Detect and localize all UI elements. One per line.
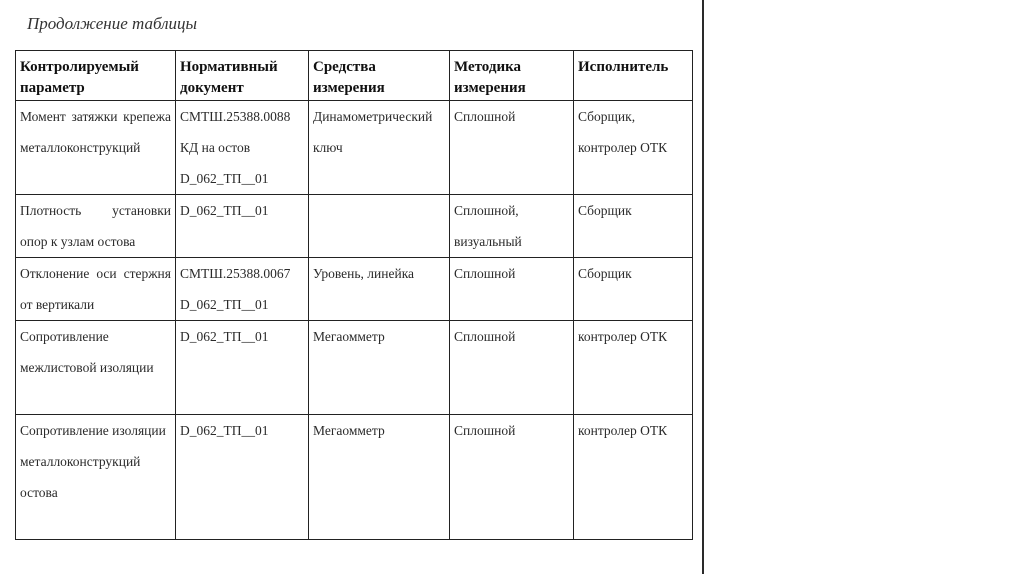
control-parameters-table: [15, 50, 693, 540]
cell-method: Сплошной: [450, 101, 574, 195]
cell-document: D_062_ТП__01: [176, 321, 309, 415]
cell-method: Сплошной: [450, 321, 574, 415]
cell-executor: контролер ОТК: [574, 321, 693, 415]
cell-document: СМТШ.25388.0067 D_062_ТП__01: [176, 258, 309, 321]
cell-executor: Сборщик: [574, 195, 693, 258]
cell-executor: Сборщик: [574, 258, 693, 321]
table-row: [16, 258, 693, 321]
cell-document: СМТШ.25388.0088 КД на остов D_062_ТП__01: [176, 101, 309, 195]
cell-instrument: Мегаомметр: [309, 415, 450, 540]
header-parameter: Контролируемый параметр: [16, 51, 176, 101]
table-header: [16, 51, 693, 101]
cell-parameter: Момент затяжки крепежа металлоконструкций: [16, 101, 176, 195]
cell-parameter: Плотность установки опор к узлам остова: [16, 195, 176, 258]
cell-parameter: Сопротивление межлистовой изоляции: [16, 321, 176, 415]
header-executor: Исполнитель: [574, 51, 693, 101]
cell-method: Сплошной: [450, 415, 574, 540]
cell-method: Сплошной, визуальный: [450, 195, 574, 258]
table-body: [16, 101, 693, 540]
header-method: Методика измерения: [450, 51, 574, 101]
cell-parameter: Отклонение оси стержня от вертикали: [16, 258, 176, 321]
cell-executor: Сборщик, контролер ОТК: [574, 101, 693, 195]
cell-document: D_062_ТП__01: [176, 415, 309, 540]
cell-document: D_062_ТП__01: [176, 195, 309, 258]
cell-instrument: [309, 195, 450, 258]
header-row: [16, 51, 693, 101]
table-row: [16, 101, 693, 195]
table-row: [16, 321, 693, 415]
cell-instrument: Динамометрический ключ: [309, 101, 450, 195]
header-instrument: Средства измерения: [309, 51, 450, 101]
cell-instrument: Уровень, линейка: [309, 258, 450, 321]
cell-instrument: Мегаомметр: [309, 321, 450, 415]
table-row: [16, 195, 693, 258]
cell-method: Сплошной: [450, 258, 574, 321]
header-document: Нормативный документ: [176, 51, 309, 101]
slide-divider: [702, 0, 704, 574]
table-row: [16, 415, 693, 540]
cell-parameter: Сопротивление изоляции металлоконструкций остова: [16, 415, 176, 540]
table-caption: Продолжение таблицы: [27, 14, 198, 33]
cell-executor: контролер ОТК: [574, 415, 693, 540]
